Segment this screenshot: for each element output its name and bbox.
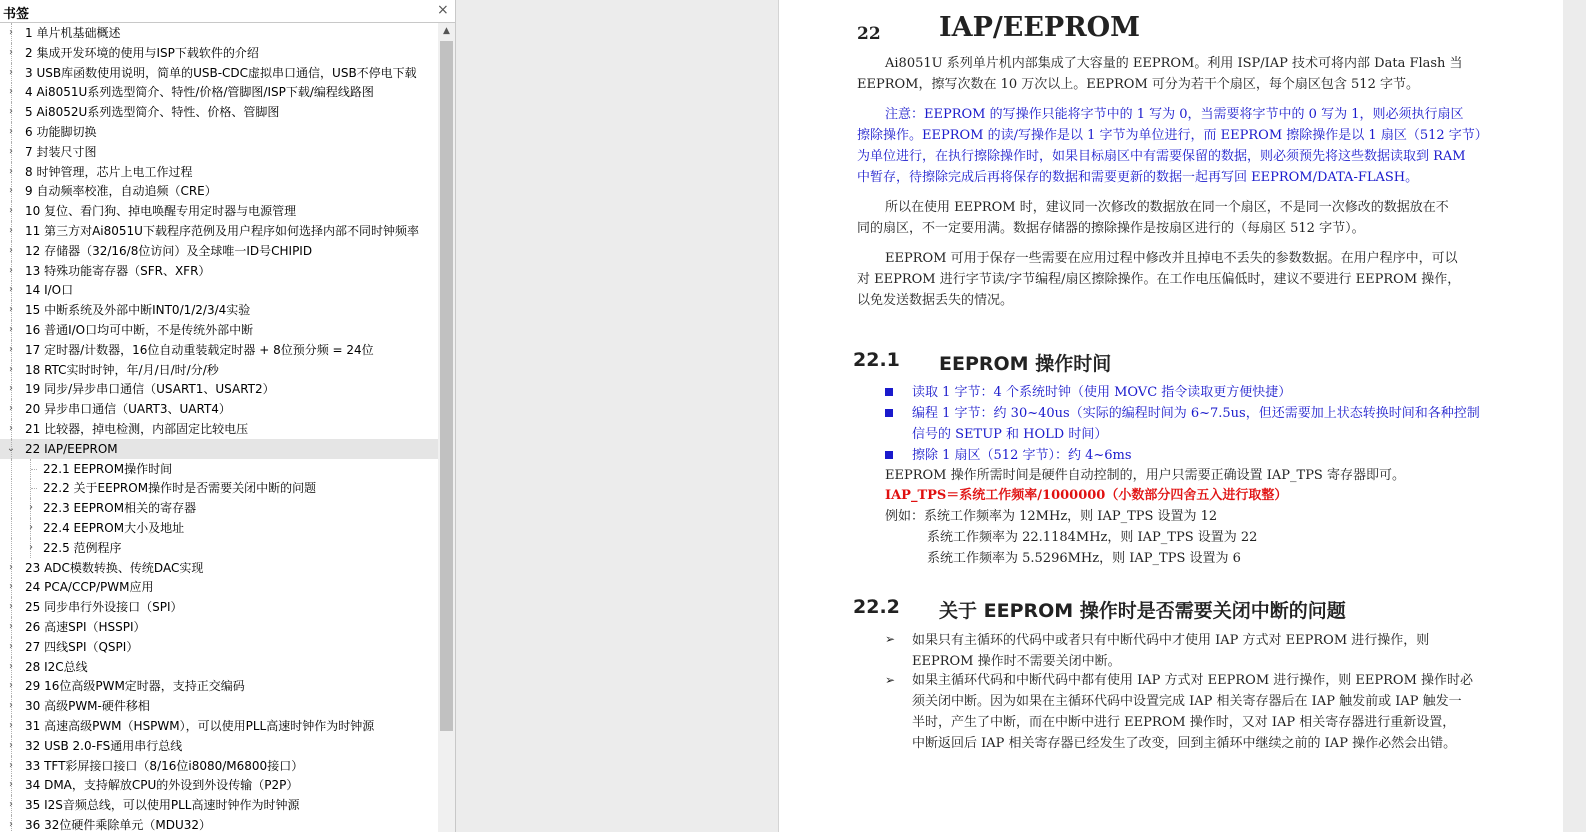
bookmark-label: 33 TFT彩屏接口接口（8/16位i8080/M6800接口） xyxy=(25,758,304,773)
bookmark-label: 32 USB 2.0-FS通用串行总线 xyxy=(25,738,183,753)
bookmark-label: 8 时钟管理，芯片上电工作过程 xyxy=(25,164,193,179)
bookmark-item[interactable] xyxy=(0,320,438,340)
bookmark-label: 22.3 EEPROM相关的寄存器 xyxy=(43,501,197,516)
arrow-bullet-icon: ➢ xyxy=(885,673,896,687)
tree-guide-line xyxy=(11,478,12,498)
bookmark-item[interactable] xyxy=(0,280,438,300)
text-line: 擦除操作。EEPROM 的读/写操作是以 1 字节为单位进行，而 EEPROM 擦除操作是以 1 扇区（512 字节） xyxy=(857,128,1488,143)
chevron-right-icon[interactable]: › xyxy=(9,324,13,335)
paragraph-cont xyxy=(857,218,1365,239)
text-line: EEPROM，擦写次数在 10 万次以上。EEPROM 可分为若干个扇区，每个扇区包含 512 字节。 xyxy=(857,77,1419,92)
bookmark-label: 5 Ai8052U系列选型简介、特性、价格、管脚图 xyxy=(25,105,280,120)
text-line: 同的扇区，不一定要用满。数据存储器的擦除操作是按扇区进行的（每扇区 512 字节）。 xyxy=(857,221,1365,236)
bookmark-label: 31 高速高级PWM（HSPWM），可以使用PLL高速时钟作为时钟源 xyxy=(25,719,375,733)
chevron-right-icon[interactable]: › xyxy=(9,621,13,632)
bullet-item xyxy=(912,403,1480,445)
chevron-right-icon[interactable]: › xyxy=(9,225,13,236)
bookmark-item[interactable] xyxy=(0,360,438,380)
bookmark-label: 21 比较器，掉电检测，内部固定比较电压 xyxy=(25,422,249,436)
intro-paragraph xyxy=(885,53,1463,74)
text-line: 系统工作频率为 22.1184MHz，则 IAP_TPS 设置为 22 xyxy=(927,530,1258,545)
chevron-right-icon[interactable]: › xyxy=(9,343,13,355)
section-number: 22.2 xyxy=(853,596,900,618)
section-title: 关于 EEPROM 操作时是否需要关闭中断的问题 xyxy=(939,600,1346,622)
scroll-up-icon[interactable]: ▲ xyxy=(443,26,450,36)
bookmark-label: 6 功能脚切换 xyxy=(25,125,97,139)
tree-guide-line xyxy=(11,518,12,538)
example-text xyxy=(885,506,1217,527)
bookmark-item[interactable] xyxy=(0,775,438,795)
bookmark-subitem[interactable] xyxy=(0,498,438,518)
chevron-right-icon[interactable]: › xyxy=(29,541,33,553)
tree-guide-line xyxy=(11,459,12,479)
note-paragraph-cont xyxy=(857,125,1488,188)
text-line: 例如：系统工作频率为 12MHz，则 IAP_TPS 设置为 12 xyxy=(885,509,1218,524)
bookmark-item[interactable] xyxy=(0,63,438,83)
bookmark-item[interactable] xyxy=(0,399,438,419)
chevron-right-icon[interactable]: › xyxy=(9,779,13,791)
text-line: IAP_TPS＝系统工作频率/1000000（小数部分四舍五入进行取整） xyxy=(885,488,1288,503)
text-line: 为单位进行，在执行擦除操作时，如果目标扇区中有需要保留的数据，则必须预先将这些数据读取到 RAM xyxy=(857,149,1466,164)
bookmark-scrollbar[interactable] xyxy=(438,23,455,832)
tree-branch-line xyxy=(31,469,37,470)
chevron-right-icon[interactable]: › xyxy=(9,205,13,217)
chevron-right-icon[interactable]: › xyxy=(9,680,13,692)
chevron-right-icon[interactable]: › xyxy=(9,759,13,771)
chapter-number: 22 xyxy=(857,24,881,44)
chevron-right-icon[interactable]: › xyxy=(9,304,13,316)
bookmark-item[interactable] xyxy=(0,122,438,142)
chevron-right-icon[interactable]: › xyxy=(9,383,13,395)
example-text xyxy=(927,527,1257,569)
bookmark-item[interactable] xyxy=(0,716,438,736)
bookmark-item[interactable] xyxy=(0,23,438,43)
bookmark-label: 34 DMA，支持解放CPU的外设到外设传输（P2P） xyxy=(25,778,299,793)
bookmark-item[interactable] xyxy=(0,756,438,776)
bookmark-label: 12 存储器（32/16/8位访问）及全球唯一ID号CHIPID xyxy=(25,243,313,258)
bookmark-item[interactable] xyxy=(0,657,438,677)
text-line: 以免发送数据丢失的情况。 xyxy=(857,293,1014,308)
text-line: 对 EEPROM 进行字节读/字节编程/扇区擦除操作。在工作电压偏低时，建议不要进行 EEPROM 操作， xyxy=(857,272,1461,287)
bookmark-item[interactable] xyxy=(0,300,438,320)
bullet-square-icon xyxy=(885,388,893,396)
chevron-right-icon[interactable]: › xyxy=(9,581,13,593)
chevron-right-icon[interactable]: › xyxy=(9,363,13,375)
bookmark-subitem[interactable] xyxy=(0,459,438,479)
bookmark-item[interactable] xyxy=(0,379,438,399)
bookmark-item[interactable] xyxy=(0,577,438,597)
chevron-right-icon[interactable]: › xyxy=(9,264,13,276)
chevron-right-icon[interactable]: › xyxy=(9,403,13,415)
bookmark-item[interactable] xyxy=(0,795,438,815)
text-line: 所以在使用 EEPROM 时，建议同一次修改的数据放在同一个扇区，不是同一次修改的数据放在不 xyxy=(885,200,1449,215)
bookmark-item[interactable] xyxy=(0,617,438,637)
list-item xyxy=(912,670,1473,754)
bookmark-label: 25 同步串行外设接口（SPI） xyxy=(25,600,183,615)
text-line: 如果主循环代码和中断代码中都有使用 IAP 方式对 EEPROM 进行操作，则 EEPROM 操作时必 xyxy=(912,673,1474,688)
formula-text xyxy=(885,485,1287,506)
bookmark-label: 30 高级PWM-硬件移相 xyxy=(25,699,150,714)
bookmark-item[interactable] xyxy=(0,439,438,459)
chapter-title: IAP/EEPROM xyxy=(939,12,1141,43)
chevron-right-icon[interactable]: › xyxy=(29,502,33,514)
bookmark-label: 4 Ai8051U系列选型简介、特性/价格/管脚图/ISP下载/编程线路图 xyxy=(25,85,374,100)
bookmark-item[interactable] xyxy=(0,558,438,578)
chevron-right-icon[interactable]: › xyxy=(9,46,13,58)
chevron-right-icon[interactable]: › xyxy=(9,739,13,751)
chevron-right-icon[interactable]: › xyxy=(9,106,13,118)
tree-branch-line xyxy=(31,488,37,489)
bookmark-item[interactable] xyxy=(0,181,438,201)
bookmark-item[interactable] xyxy=(0,696,438,716)
bookmarks-title: 书签 xyxy=(3,7,30,22)
bookmark-label: 1 单片机基础概述 xyxy=(25,26,121,40)
bookmark-label: 24 PCA/CCP/PWM应用 xyxy=(25,580,154,595)
chevron-right-icon[interactable]: › xyxy=(29,522,33,533)
chevron-right-icon[interactable]: › xyxy=(9,165,13,177)
section-number: 22.1 xyxy=(853,349,900,371)
text-line: 擦除 1 扇区（512 字节）：约 4~6ms xyxy=(912,448,1132,463)
tree-guide-line xyxy=(11,538,12,558)
section-title: EEPROM 操作时间 xyxy=(939,353,1112,375)
text-line: 须关闭中断。因为如果在主循环代码中设置完成 IAP 相关寄存器后在 IAP 触发前或 IAP 触发一 xyxy=(912,694,1462,709)
close-icon[interactable]: × xyxy=(437,2,449,18)
bookmark-item[interactable] xyxy=(0,676,438,696)
text-line: Ai8051U 系列单片机内部集成了大容量的 EEPROM。利用 ISP/IAP 技术可将内部 Data Flash 当 xyxy=(885,56,1463,71)
bookmark-label: 7 封装尺寸图 xyxy=(25,144,97,159)
paragraph-cont xyxy=(857,269,1460,311)
bullet-item xyxy=(912,382,1291,403)
bookmark-item[interactable] xyxy=(0,736,438,756)
text-line: EEPROM 可用于保存一些需要在应用过程中修改并且掉电不丢失的参数数据。在用户程序中，可以 xyxy=(885,251,1458,266)
bookmark-label: 35 I2S音频总线，可以使用PLL高速时钟作为时钟源 xyxy=(25,798,300,813)
chevron-right-icon[interactable]: › xyxy=(9,601,13,613)
bookmark-item[interactable] xyxy=(0,597,438,617)
text-line: 信号的 SETUP 和 HOLD 时间） xyxy=(912,427,1108,442)
bookmark-item[interactable] xyxy=(0,102,438,122)
bookmark-item[interactable] xyxy=(0,419,438,439)
bullet-item xyxy=(912,445,1132,466)
bookmark-label: 20 异步串口通信（UART3、UART4） xyxy=(25,402,231,417)
viewer-background xyxy=(456,0,778,832)
chevron-down-icon[interactable]: ⌄ xyxy=(6,442,16,454)
text-line: 半时，产生了中断，而在中断中进行 EEPROM 操作时，又对 IAP 相关寄存器进行重新设置， xyxy=(912,715,1456,730)
bookmark-label: 22.5 范例程序 xyxy=(43,540,122,555)
text-line: EEPROM 操作时不需要关闭中断。 xyxy=(912,654,1121,669)
bookmark-label: 36 32位硬件乘除单元（MDU32） xyxy=(25,818,212,832)
text-line: 中暂存，待擦除完成后再将保存的数据和需要更新的数据一起再写回 EEPROM/DATA-FLASH。 xyxy=(857,170,1419,185)
bookmark-label: 13 特殊功能寄存器（SFR、XFR） xyxy=(25,263,211,278)
bookmark-label: 19 同步/异步串口通信（USART1、USART2） xyxy=(25,382,275,397)
chevron-right-icon[interactable]: › xyxy=(9,66,13,78)
bookmarks-panel xyxy=(0,0,456,832)
paragraph xyxy=(885,465,1405,486)
chevron-right-icon[interactable]: › xyxy=(9,244,13,256)
bookmark-item[interactable] xyxy=(0,815,438,832)
paragraph xyxy=(885,248,1458,269)
bookmark-label: 27 四线SPI（QSPI） xyxy=(25,639,139,654)
chevron-right-icon[interactable]: › xyxy=(9,423,13,434)
text-line: 如果只有主循环的代码中或者只有中断代码中才使用 IAP 方式对 EEPROM 进行操作，则 xyxy=(912,633,1430,648)
bookmark-label: 16 普通I/O口均可中断，不是传统外部中断 xyxy=(25,323,254,337)
bookmark-label: 29 16位高级PWM定时器，支持正交编码 xyxy=(25,679,245,694)
chevron-right-icon[interactable]: › xyxy=(9,27,13,38)
bookmark-label: 11 第三方对Ai8051U下载程序范例及用户程序如何选择内部不同时钟频率 xyxy=(25,224,419,238)
bookmark-label: 22.4 EEPROM大小及地址 xyxy=(43,521,185,535)
chevron-right-icon[interactable]: › xyxy=(9,660,13,672)
bullet-square-icon xyxy=(885,451,893,459)
bookmark-label: 22 IAP/EEPROM xyxy=(25,441,118,456)
intro-paragraph-cont xyxy=(857,74,1419,95)
bookmark-label: 22.2 关于EEPROM操作时是否需要关闭中断的问题 xyxy=(43,481,317,496)
bookmark-item[interactable] xyxy=(0,340,438,360)
bookmark-subitem[interactable] xyxy=(0,538,438,558)
bookmark-item[interactable] xyxy=(0,221,438,241)
chevron-right-icon[interactable]: › xyxy=(9,819,13,830)
bookmark-item[interactable] xyxy=(0,162,438,182)
bookmark-label: 28 I2C总线 xyxy=(25,659,88,674)
bookmark-label: 3 USB库函数使用说明，简单的USB-CDC虚拟串口通信，USB不停电下载 xyxy=(25,65,417,80)
chevron-right-icon[interactable]: › xyxy=(9,145,13,157)
bookmark-label: 14 I/O口 xyxy=(25,283,74,298)
chevron-right-icon[interactable]: › xyxy=(9,86,13,98)
text-line: 读取 1 字节：4 个系统时钟（使用 MOVC 指令读取更方便快捷） xyxy=(912,385,1292,400)
arrow-bullet-icon: ➢ xyxy=(885,632,896,646)
bookmark-label: 22.1 EEPROM操作时间 xyxy=(43,461,173,476)
bookmark-label: 10 复位、看门狗、掉电唤醒专用定时器与电源管理 xyxy=(25,204,297,219)
bullet-square-icon xyxy=(885,409,893,417)
bookmark-label: 2 集成开发环境的使用与ISP下载软件的介绍 xyxy=(25,45,259,60)
text-line: EEPROM 操作所需时间是硬件自动控制的，用户只需要正确设置 IAP_TPS 寄存器即可。 xyxy=(885,468,1405,483)
bookmark-label: 26 高速SPI（HSSPI） xyxy=(25,620,146,634)
scrollbar-thumb[interactable] xyxy=(440,41,453,731)
bookmark-label: 9 自动频率校准，自动追频（CRE） xyxy=(25,184,217,199)
bookmark-label: 18 RTC实时时钟，年/月/日/时/分/秒 xyxy=(25,362,219,377)
bookmark-item[interactable] xyxy=(0,142,438,162)
paragraph xyxy=(885,197,1449,218)
chevron-right-icon[interactable]: › xyxy=(9,561,13,573)
viewer-background xyxy=(1563,0,1586,832)
bookmark-item[interactable] xyxy=(0,261,438,281)
bookmark-tree xyxy=(0,23,438,832)
note-paragraph xyxy=(885,104,1464,125)
text-line: 注意：EEPROM 的写操作只能将字节中的 1 写为 0，当需要将字节中的 0 写为 1，则必须执行扇区 xyxy=(885,107,1464,122)
bookmark-item[interactable] xyxy=(0,82,438,102)
bookmark-item[interactable] xyxy=(0,201,438,221)
tree-guide-line xyxy=(11,498,12,518)
bookmark-item[interactable] xyxy=(0,241,438,261)
chevron-right-icon[interactable]: › xyxy=(9,720,13,731)
chevron-right-icon[interactable]: › xyxy=(9,700,13,712)
bookmarks-header xyxy=(0,0,455,23)
bookmark-subitem[interactable] xyxy=(0,518,438,538)
chevron-right-icon[interactable]: › xyxy=(9,640,13,652)
bookmark-label: 15 中断系统及外部中断INT0/1/2/3/4实验 xyxy=(25,303,251,318)
text-line: 系统工作频率为 5.5296MHz，则 IAP_TPS 设置为 6 xyxy=(927,551,1241,566)
bookmark-item[interactable] xyxy=(0,637,438,657)
list-item xyxy=(912,630,1429,672)
bookmark-item[interactable] xyxy=(0,43,438,63)
document-page xyxy=(778,0,1564,832)
bookmark-label: 23 ADC模数转换、传统DAC实现 xyxy=(25,560,204,575)
chevron-right-icon[interactable]: › xyxy=(9,284,13,296)
chevron-right-icon[interactable]: › xyxy=(9,799,13,811)
text-line: 编程 1 字节：约 30~40us（实际的编程时间为 6~7.5us，但还需要加上状态转换时间和各种控制 xyxy=(912,406,1480,421)
text-line: 中断返回后 IAP 相关寄存器已经发生了改变，回到主循环中继续之前的 IAP 操作必然会出错。 xyxy=(912,736,1457,751)
bookmark-label: 17 定时器/计数器，16位自动重装载定时器 + 8位预分频 = 24位 xyxy=(25,342,374,357)
bookmark-subitem[interactable] xyxy=(0,478,438,498)
chevron-right-icon[interactable]: › xyxy=(9,126,13,137)
chevron-right-icon[interactable]: › xyxy=(9,185,13,197)
